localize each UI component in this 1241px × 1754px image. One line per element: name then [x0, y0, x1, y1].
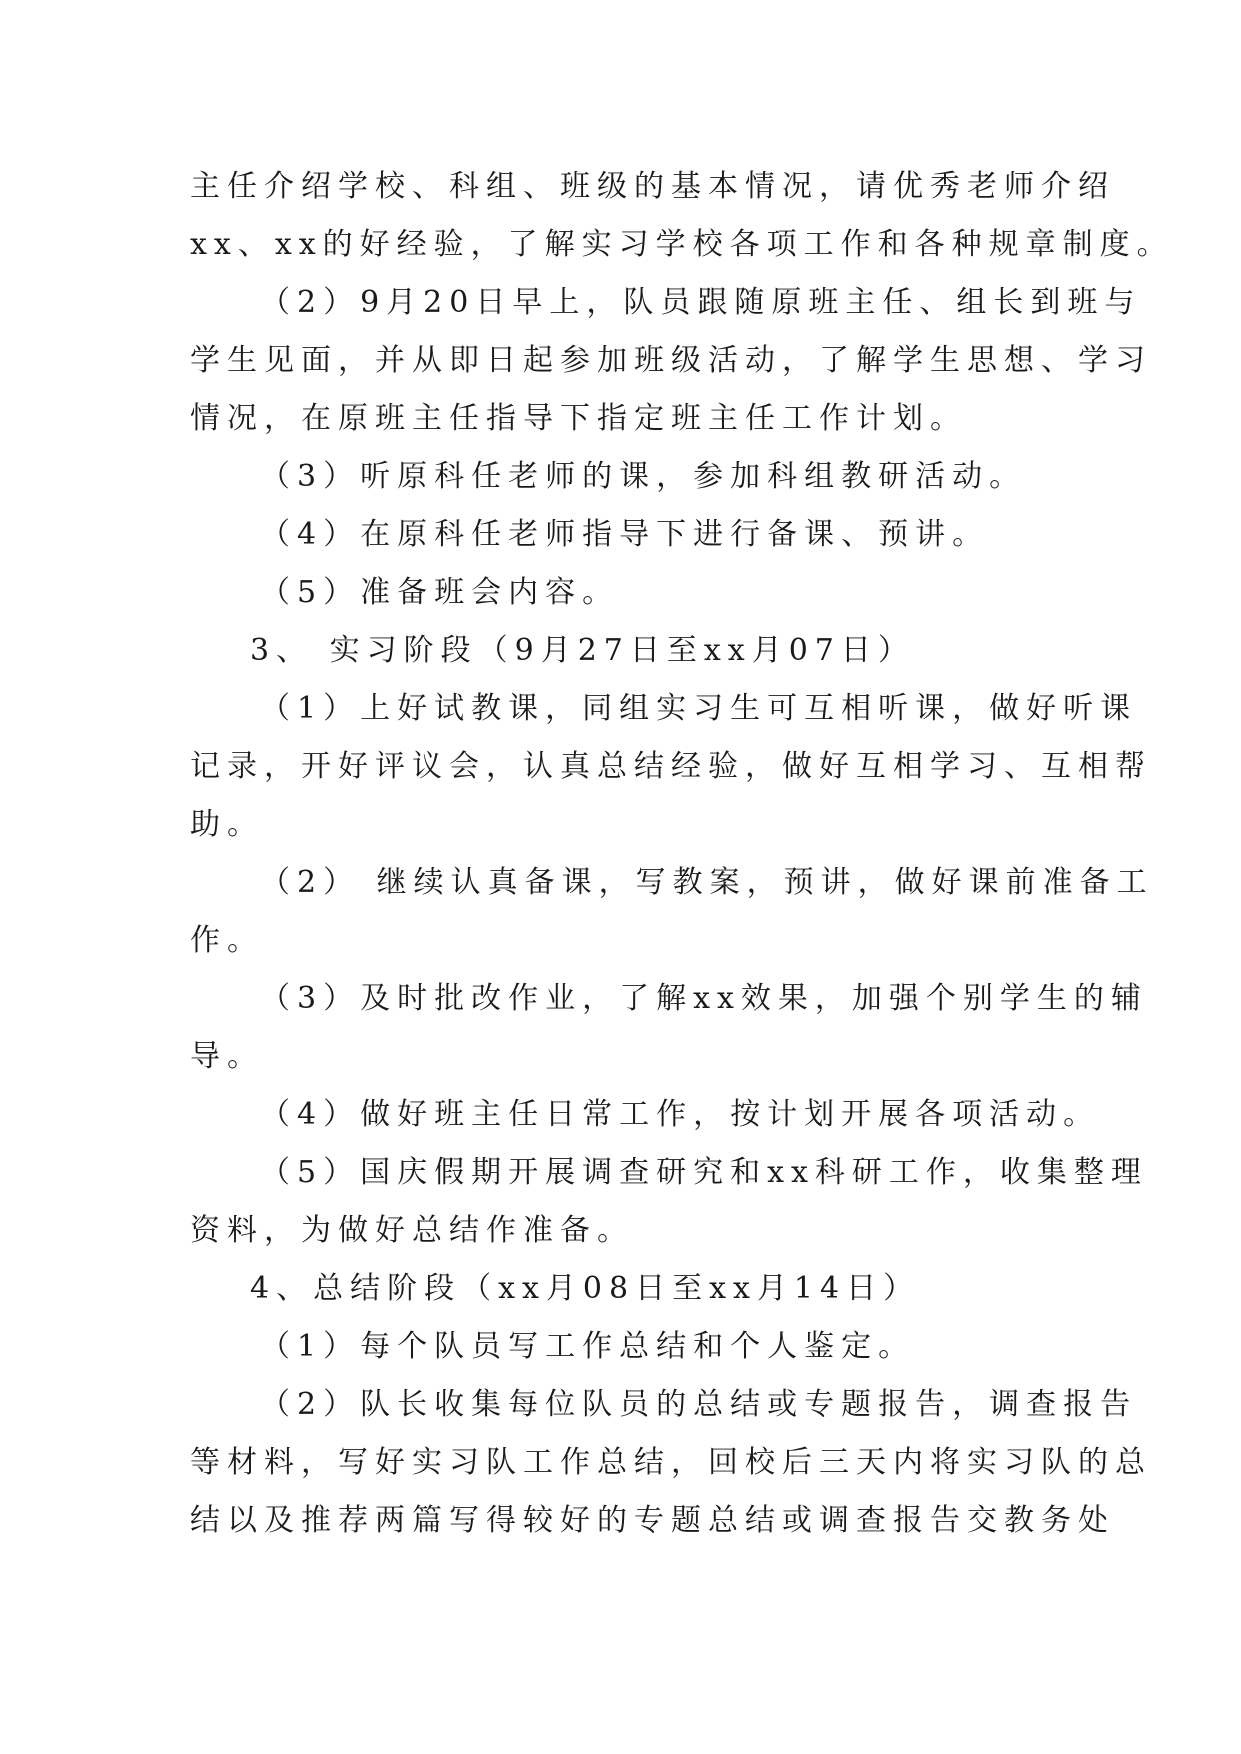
- text-line: （5）国庆假期开展调查研究和xx科研工作，收集整理: [260, 1155, 1148, 1190]
- text-line: （3）听原科任老师的课，参加科组教研活动。: [260, 459, 1027, 494]
- section-heading: 4、总结阶段（xx月08日至xx月14日）: [250, 1271, 921, 1306]
- text-line: xx、xx的好经验，了解实习学校各项工作和各种规章制度。: [190, 227, 1174, 262]
- text-line: 结以及推荐两篇写得较好的专题总结或调查报告交教务处: [190, 1503, 1115, 1538]
- text-line: （3）及时批改作业，了解xx效果，加强个别学生的辅: [260, 981, 1148, 1016]
- text-line: 助。: [190, 807, 264, 842]
- text-line: （1）上好试教课，同组实习生可互相听课，做好听课: [260, 691, 1138, 726]
- text-line: 等材料，写好实习队工作总结，回校后三天内将实习队的总: [190, 1445, 1152, 1480]
- text-line: 资料，为做好总结作准备。: [190, 1213, 634, 1248]
- document-body: [190, 158, 1174, 1550]
- text-line: 学生见面，并从即日起参加班级活动，了解学生思想、学习: [190, 343, 1152, 378]
- section-heading: 3、 实习阶段（9月27日至xx月07日）: [250, 633, 915, 668]
- text-line: 主任介绍学校、科组、班级的基本情况，请优秀老师介绍: [190, 169, 1115, 204]
- text-line: （5）准备班会内容。: [260, 575, 620, 610]
- text-line: （4）在原科任老师指导下进行备课、预讲。: [260, 517, 990, 552]
- text-line: （2） 继续认真备课，写教案，预讲，做好课前准备工: [260, 865, 1154, 900]
- text-line: 导。: [190, 1039, 264, 1074]
- text-line: 作。: [190, 923, 264, 958]
- text-line: （2）队长收集每位队员的总结或专题报告，调查报告: [260, 1387, 1138, 1422]
- text-line: （2）9月20日早上，队员跟随原班主任、组长到班与: [260, 285, 1142, 320]
- text-line: （4）做好班主任日常工作，按计划开展各项活动。: [260, 1097, 1101, 1132]
- text-line: 情况，在原班主任指导下指定班主任工作计划。: [190, 401, 967, 436]
- text-line: 记录，开好评议会，认真总结经验，做好互相学习、互相帮: [190, 749, 1152, 784]
- text-line: （1）每个队员写工作总结和个人鉴定。: [260, 1329, 916, 1364]
